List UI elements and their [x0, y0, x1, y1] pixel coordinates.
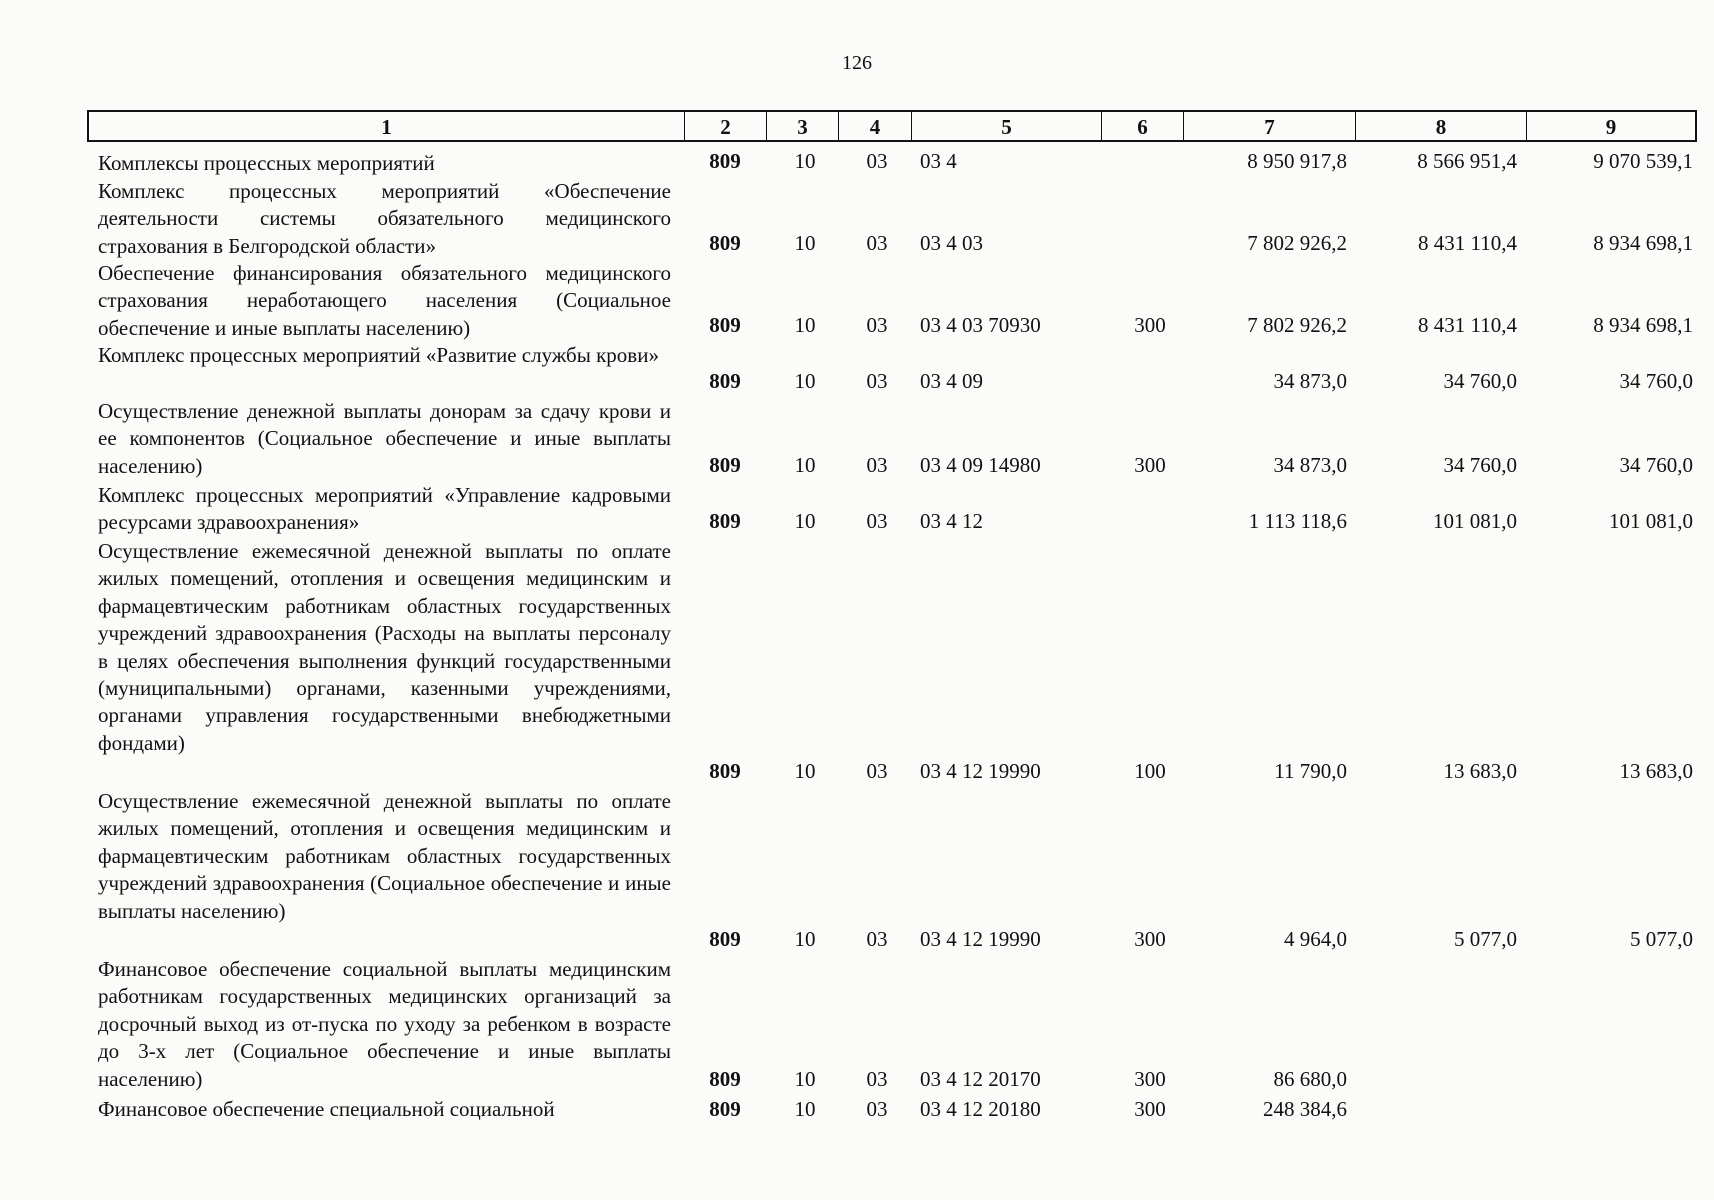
table-row [0, 956, 1714, 1096]
cell-col-5: 03 4 03 70930 [920, 313, 1041, 337]
cell-col-7: 34 873,0 [1273, 369, 1347, 393]
cell-col-7: 7 802 926,2 [1247, 231, 1347, 255]
cell-col-9: 101 081,0 [1609, 509, 1693, 533]
row-name: Финансовое обеспечение специальной социальной [98, 1097, 555, 1121]
cell-col-4: 03 [866, 453, 888, 477]
cell-col-2: 809 [709, 231, 741, 255]
header-col-1: 1 [89, 112, 685, 142]
header-col-8: 8 [1356, 112, 1527, 142]
cell-col-7: 4 964,0 [1284, 927, 1347, 951]
cell-col-5: 03 4 03 [920, 231, 983, 255]
cell-col-3: 10 [794, 369, 816, 393]
header-col-9: 9 [1605, 115, 1617, 139]
cell-col-6: 300 [1134, 1067, 1166, 1091]
table-row [0, 150, 1714, 178]
cell-col-4: 03 [866, 759, 888, 783]
cell-col-6: 300 [1134, 927, 1166, 951]
header-col-2: 2 [685, 112, 767, 142]
header-col-3: 3 [767, 112, 839, 142]
cell-col-3: 10 [794, 313, 816, 337]
header-col-7: 7 [1184, 112, 1356, 142]
cell-col-8: 8 431 110,4 [1418, 313, 1517, 337]
cell-col-2: 809 [709, 453, 741, 477]
cell-col-7: 7 802 926,2 [1247, 313, 1347, 337]
cell-col-9: 9 070 539,1 [1593, 149, 1693, 173]
table-row [0, 538, 1714, 788]
cell-col-2: 809 [709, 1097, 741, 1121]
cell-col-3: 10 [794, 509, 816, 533]
cell-col-4: 03 [866, 1067, 888, 1091]
row-name: Комплекс процессных мероприятий «Управление кадровыми ресурсами здравоохранения» [98, 483, 671, 535]
cell-col-2: 809 [709, 759, 741, 783]
cell-col-8: 34 760,0 [1443, 369, 1517, 393]
cell-col-2: 809 [709, 509, 741, 533]
cell-col-2: 809 [709, 1067, 741, 1091]
cell-col-7: 86 680,0 [1273, 1067, 1347, 1091]
cell-col-8: 13 683,0 [1443, 759, 1517, 783]
cell-col-9: 5 077,0 [1630, 927, 1693, 951]
cell-col-4: 03 [866, 149, 888, 173]
table-row [0, 260, 1714, 342]
cell-col-8: 8 431 110,4 [1418, 231, 1517, 255]
cell-col-5: 03 4 12 20180 [920, 1097, 1041, 1121]
cell-col-5: 03 4 12 [920, 509, 983, 533]
cell-col-9: 13 683,0 [1619, 759, 1693, 783]
row-name: Осуществление ежемесячной денежной выплаты по оплате жилых помещений, отопления и освещения медицинским и фармацевтическим работникам областных государственных учреждений здравоохранения (Социальное обеспечение и иные выплаты населению) [98, 789, 671, 923]
cell-col-7: 1 113 118,6 [1248, 509, 1347, 533]
table-header [87, 110, 1697, 142]
cell-col-5: 03 4 12 19990 [920, 759, 1041, 783]
row-name: Комплексы процессных мероприятий [98, 151, 435, 175]
row-name: Комплекс процессных мероприятий «Обеспечение деятельности системы обязательного медицинского страхования в Белгородской области» [98, 179, 671, 258]
cell-col-2: 809 [709, 313, 741, 337]
cell-col-3: 10 [794, 759, 816, 783]
cell-col-7: 8 950 917,8 [1247, 149, 1347, 173]
cell-col-9: 34 760,0 [1619, 369, 1693, 393]
cell-col-3: 10 [794, 453, 816, 477]
row-name: Обеспечение финансирования обязательного медицинского страхования неработающего населения (Социальное обеспечение и иные выплаты населению) [98, 261, 671, 340]
cell-col-6: 300 [1134, 313, 1166, 337]
cell-col-2: 809 [709, 369, 741, 393]
cell-col-6: 300 [1134, 1097, 1166, 1121]
row-name: Осуществление денежной выплаты донорам за сдачу крови и ее компонентов (Социальное обеспечение и иные выплаты населению) [98, 399, 671, 478]
cell-col-9: 8 934 698,1 [1593, 231, 1693, 255]
page-number: 126 [842, 52, 872, 74]
cell-col-2: 809 [709, 149, 741, 173]
cell-col-7: 11 790,0 [1274, 759, 1347, 783]
cell-col-4: 03 [866, 231, 888, 255]
cell-col-5: 03 4 09 [920, 369, 983, 393]
row-name: Комплекс процессных мероприятий «Развитие службы крови» [98, 343, 659, 367]
row-name: Финансовое обеспечение социальной выплаты медицинским работникам государственных медицинских организаций за досрочный выход из от-пуска по уходу за ребенком в возрасте до 3-х лет (Социальное обеспечение и иные выплаты населению) [98, 957, 671, 1091]
cell-col-5: 03 4 [920, 149, 957, 173]
cell-col-3: 10 [794, 1067, 816, 1091]
cell-col-4: 03 [866, 313, 888, 337]
row-name: Осуществление ежемесячной денежной выплаты по оплате жилых помещений, отопления и освещения медицинским и фармацевтическим работникам областных государственных учреждений здравоохранения (Расходы на выплаты персоналу в целях обеспечения выполнения функций государственными (муниципальными) органами, казенными учреждениями, органами управления государственными внебюджетными фондами) [98, 539, 671, 755]
cell-col-5: 03 4 09 14980 [920, 453, 1041, 477]
table-row [0, 1096, 1714, 1126]
cell-col-7: 248 384,6 [1263, 1097, 1347, 1121]
header-col-4: 4 [839, 112, 912, 142]
cell-col-5: 03 4 12 20170 [920, 1067, 1041, 1091]
header-col-6: 6 [1102, 112, 1184, 142]
cell-col-3: 10 [794, 927, 816, 951]
table-row [0, 398, 1714, 482]
table-body [0, 150, 1714, 1126]
cell-col-8: 5 077,0 [1454, 927, 1517, 951]
cell-col-5: 03 4 12 19990 [920, 927, 1041, 951]
cell-col-7: 34 873,0 [1273, 453, 1347, 477]
cell-col-8: 34 760,0 [1443, 453, 1517, 477]
cell-col-6: 300 [1134, 453, 1166, 477]
cell-col-3: 10 [794, 149, 816, 173]
cell-col-8: 101 081,0 [1433, 509, 1517, 533]
cell-col-2: 809 [709, 927, 741, 951]
table-row [0, 342, 1714, 398]
table-row [0, 178, 1714, 260]
cell-col-8: 8 566 951,4 [1417, 149, 1517, 173]
cell-col-9: 34 760,0 [1619, 453, 1693, 477]
cell-col-4: 03 [866, 509, 888, 533]
header-col-5: 5 [912, 112, 1102, 142]
table-row [0, 482, 1714, 538]
cell-col-6: 100 [1134, 759, 1166, 783]
cell-col-3: 10 [794, 1097, 816, 1121]
cell-col-4: 03 [866, 927, 888, 951]
table-row [0, 788, 1714, 956]
cell-col-9: 8 934 698,1 [1593, 313, 1693, 337]
cell-col-4: 03 [866, 369, 888, 393]
cell-col-4: 03 [866, 1097, 888, 1121]
cell-col-3: 10 [794, 231, 816, 255]
